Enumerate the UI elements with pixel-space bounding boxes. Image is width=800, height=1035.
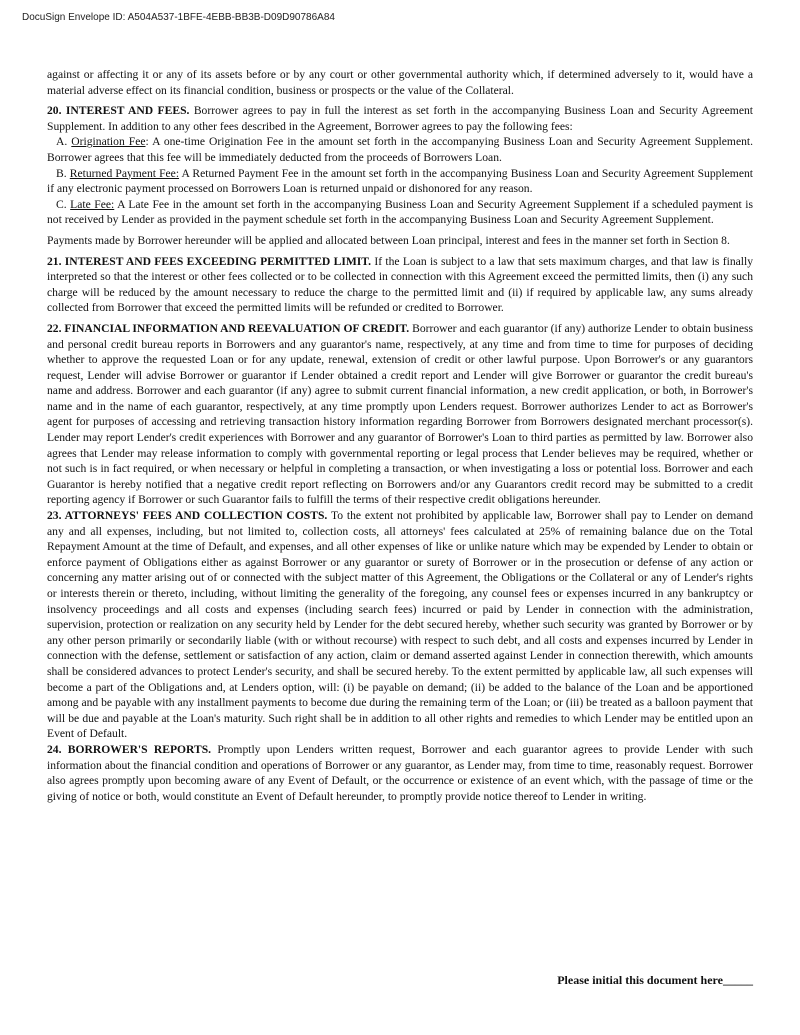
section-22-paragraph bbox=[47, 321, 753, 508]
fee-c-prefix: C. bbox=[56, 197, 67, 211]
fee-b-label: Returned Payment Fee: bbox=[69, 166, 180, 180]
section-21-heading: 21. INTEREST AND FEES EXCEEDING PERMITTED LIMIT. bbox=[47, 254, 372, 268]
section-24-heading: 24. BORROWER'S REPORTS. bbox=[47, 742, 212, 756]
section-22-body: Borrower and each guarantor (if any) authorize Lender to obtain business and personal credit bureau reports in Borrowers and any guarantor's name, respectively, at any time and from time to time for purposes of deciding whether to approve the requested Loan or for any update, renewal, extension of credit or other lawful purpose. Upon Borrower's or any guarantors request, Lender will advise Borrower or guarantor if Lender obtained a credit report and Lender will give Borrower or guarantor the credit bureau's name and address. Borrower and each guarantor (if any) agree to submit current financial information, a new credit application, or both, in Borrower's name and in the name of each guarantor, respectively, at any time promptly upon Lenders request. Borrower authorizes Lender to act as Borrower's agent for purposes of accessing and retrieving transaction history information regarding Borrower from Borrowers designated merchant processor(s). Lender may report Lender's credit experiences with Borrower and any guarantor of Borrower's Loan to third parties as permitted by law. Borrower also agrees that Lender may release information to comply with governmental reporting or legal process that Lender believes may be required, whether or not such is in fact required, or when necessary or helpful in completing a transaction, or when investigating a loss or potential loss. Borrower and each Guarantor is hereby notified that a negative credit report reflecting on Borrowers and/or any Guarantors credit record may be submitted to a credit reporting agency if Borrower or such Guarantor fails to fulfill the terms of their respective credit obligations hereunder. bbox=[47, 321, 753, 507]
payments-paragraph: Payments made by Borrower hereunder will be applied and allocated between Loan principal, interest and fees in the manner set forth in Section 8. bbox=[47, 233, 730, 247]
fee-a-label: Origination Fee bbox=[71, 135, 146, 149]
fee-c-label: Late Fee: bbox=[70, 197, 115, 211]
section-23-heading: 23. ATTORNEYS' FEES AND COLLECTION COSTS. bbox=[47, 509, 328, 523]
fee-a-item bbox=[47, 134, 753, 165]
intro-paragraph: against or affecting it or any of its assets before or by any court or other governmental authority which, if determined adversely to it, would have a material adverse effect on its financial condition, business or prospects or the value of the Collateral. bbox=[47, 68, 753, 97]
initial-prompt: Please initial this document here_____ bbox=[557, 973, 753, 987]
section-20-heading: 20. INTEREST AND FEES. bbox=[47, 104, 190, 118]
section-21-body: If the Loan is subject to a law that sets maximum charges, and that law is finally interpreted so that the interest or other fees collected or to be collected in connection with this Agreement exceed the permitted limits, then (i) any such charge will be reduced by the amount necessary to reduce the charge to the permitted limit and (ii) if required by applicable law, any sums already collected from Borrower that exceed the permitted limits will be refunded or credited to Borrower. bbox=[47, 254, 753, 315]
envelope-id: DocuSign Envelope ID: A504A537-1BFE-4EBB-BB3B-D09D90786A84 bbox=[22, 12, 335, 23]
fee-c-text: A Late Fee in the amount set forth in the accompanying Business Loan and Security Agreement Supplement if a scheduled payment is not received by Lender as provided in the payment schedule set forth in the accompanying Business Loan and Security Agreement Supplement. bbox=[47, 197, 753, 227]
fee-a-text: : A one-time Origination Fee in the amount set forth in the accompanying Business Loan and Security Agreement Supplement. Borrower agrees that this fee will be immediately deducted from the proceeds of Borrowers Loan. bbox=[47, 135, 754, 164]
fee-b-text: A Returned Payment Fee in the amount set forth in the accompanying Business Loan and Security Agreement Supplement if any electronic payment processed on Borrowers Loan is returned unpaid or dishonored for any reason. bbox=[47, 166, 753, 196]
fee-a-prefix: A. bbox=[56, 135, 68, 149]
section-21-paragraph bbox=[47, 254, 753, 316]
section-22-heading: 22. FINANCIAL INFORMATION AND REEVALUATION OF CREDIT. bbox=[47, 321, 410, 335]
section-23-body: To the extent not prohibited by applicable law, Borrower shall pay to Lender on demand any and all expenses, including, but not limited to, collection costs, all attorneys' fees calculated at 25% of remaining balance due on the Total Repayment Amount at the time of Default, and expenses, and all other expenses of like or unlike nature which may be expended by Lender to obtain or enforce payment of Obligations either as against Borrower or any guarantor or surety of Borrower or in the prosecution or defense of any action or concerning any matter arising out of or connected with the subject matter of this Agreement, the Obligations or the Collateral or any of Lender's rights or interests therein or thereto, including, without limiting the generality of the foregoing, any counsel fees or expenses incurred in any bankruptcy or insolvency proceedings and all costs and expenses (including search fees) incurred or paid by Lender in connection with the administration, supervision, protection or realization on any security held by Lender for the debt secured hereby, whether such security was granted by Borrower or by any other person primarily or secondarily liable (with or without recourse) with respect to such debt, and all costs and expenses incurred by Lender in connection with the defense, settlement or satisfaction of any action, claim or demand asserted against Lender in connection therewith, which amounts shall be considered advances to protect Lender's security, and shall be secured hereby. To the extent permitted by applicable law, all such expenses will become a part of the Obligations and, at Lenders option, will: (i) be payable on demand; (ii) be added to the balance of the Loan and be apportioned among and be payable with any installment payments to become due during the remaining term of the Loan; or (iii) be treated as a balloon payment that will be due and payable at the Loan's maturity. Such right shall be in addition to all other rights and remedies to which Lender may be entitled upon an Event of Default. bbox=[47, 509, 753, 741]
section-20-body: Borrower agrees to pay in full the interest as set forth in the accompanying Business Loan and Security Agreement Supplement. In addition to any other fees described in the Agreement, Borrower agrees to pay the following fees: bbox=[47, 104, 753, 133]
section-23-paragraph bbox=[47, 508, 753, 742]
fee-b-item bbox=[47, 166, 753, 197]
section-24-paragraph bbox=[47, 742, 753, 804]
document-body bbox=[47, 67, 753, 804]
fee-b-prefix: B. bbox=[56, 166, 67, 180]
section-24-body: Promptly upon Lenders written request, Borrower and each guarantor agrees to provide Lender with such information about the financial condition and operations of Borrower or any guarantor, as Lender may, from time to time, reasonably request. Borrower also agrees promptly upon becoming aware of any Event of Default, or the occurrence or existence of an event which, with the passage of time or the giving of notice or both, would constitute an Event of Default hereunder, to promptly provide notice thereof to Lender in writing. bbox=[47, 742, 754, 803]
section-20-paragraph bbox=[47, 103, 753, 134]
fee-c-item bbox=[47, 197, 753, 228]
